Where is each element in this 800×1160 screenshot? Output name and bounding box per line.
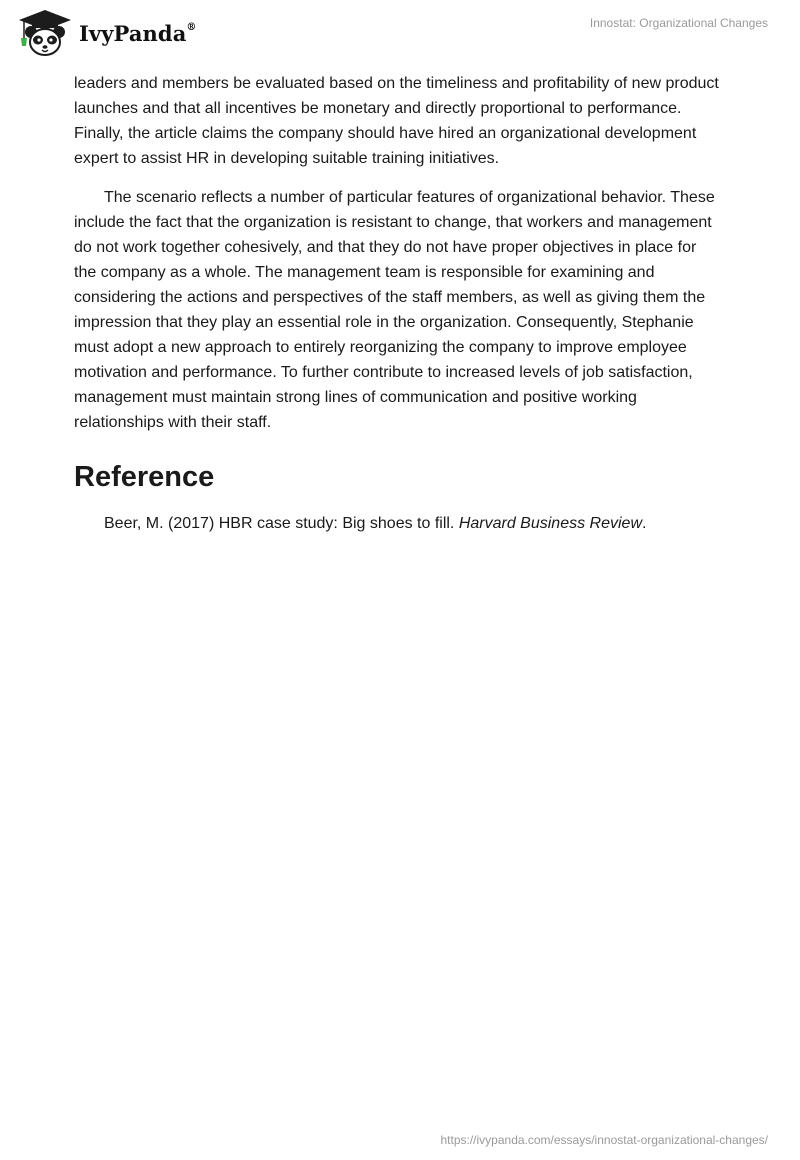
- page-header: [0, 0, 800, 66]
- reference-text: Beer, M. (2017) HBR case study: Big shoes to fill.: [104, 515, 459, 532]
- footer-url-link[interactable]: https://ivypanda.com/essays/innostat-organizational-changes/: [440, 1133, 768, 1147]
- running-title: Innostat: Organizational Changes: [589, 16, 768, 30]
- body-paragraph-1: leaders and members be evaluated based on the timeliness and profitability of new product launches and that all incentives be monetary and directly proportional to performance. Finally, the article claims the company should have hired an organizational development expert to assist HR in developing suitable training initiatives.: [74, 75, 719, 167]
- reference-end: .: [642, 515, 647, 532]
- reference-entry: [74, 511, 722, 536]
- body-paragraph-2: The scenario reflects a number of particular features of organizational behavior. These include the fact that the organization is resistant to change, that workers and management do not work together cohesively, and that they do not have proper objectives in place for the company as a whole. The management team is responsible for examining and considering the actions and perspectives of the staff members, as well as giving them the impression that they play an essential role in the organization. Consequently, Stephanie must adopt a new approach to entirely reorganizing the company to improve employee motivation and performance. To further contribute to increased levels of job satisfaction, management must maintain strong lines of communication and positive working relationships with their staff.: [74, 189, 715, 431]
- panda-graduate-icon: [16, 8, 74, 58]
- reference-heading: Reference: [74, 461, 215, 493]
- reference-source: Harvard Business Review: [458, 515, 643, 532]
- brand-name-text: IvyPanda: [79, 20, 187, 46]
- brand-name: [79, 21, 197, 46]
- registered-mark: ®: [186, 21, 197, 33]
- ivypanda-logo[interactable]: [16, 8, 197, 58]
- essay-body: [74, 71, 722, 536]
